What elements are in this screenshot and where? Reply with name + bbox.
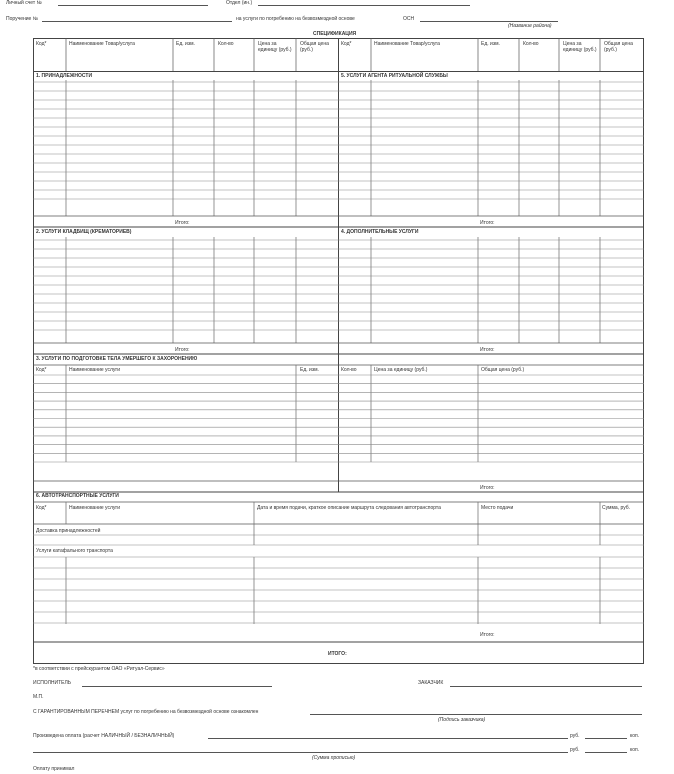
osn-label: ОСН [403, 16, 415, 22]
kop-label-1: коп. [630, 733, 640, 739]
executor-label: ИСПОЛНИТЕЛЬ [33, 680, 72, 686]
s6-col-code: Код* [36, 505, 47, 511]
subtotal-2: Итого: [175, 347, 190, 353]
payment-label: Произведена оплата (расчет НАЛИЧНЫЙ / БЕЗНАЛИЧНЫЙ) [33, 733, 175, 739]
col-total-left: Общая цена (руб.) [300, 41, 329, 53]
section-6-title: 6. АВТОТРАНСПОРТНЫЕ УСЛУГИ [36, 493, 119, 499]
s6-row-delivery: Доставка принадлежностей [36, 528, 101, 534]
subtotal-3: Итого: [480, 485, 495, 491]
guarantee-text: С ГАРАНТИРОВАННЫМ ПЕРЕЧНЕМ услуг по погребению на безвозмездной основе ознакомлен [33, 709, 259, 715]
section-3-title: 3. УСЛУГИ ПО ПОДГОТОВКЕ ТЕЛА УМЕРШЕГО К ЗАХОРОНЕНИЮ [36, 356, 198, 362]
spec-title: СПЕЦИФИКАЦИЯ [313, 31, 357, 37]
assignment-label: Поручение № [6, 16, 39, 22]
sum-caption: (Сумма прописью) [312, 755, 356, 761]
s3-col-code: Код* [36, 367, 47, 373]
assignment-description: на услуги по погребению на безвозмездной основе [236, 16, 355, 22]
footnote: *в соответствии с прейскурантом ОАО «Ритуал-Сервис» [33, 666, 165, 672]
s3-col-unit: Ед. изм. [300, 367, 319, 373]
rub-label-1: руб. [570, 733, 580, 739]
section-4-title: 4. ДОПОЛНИТЕЛЬНЫЕ УСЛУГИ [341, 229, 419, 235]
s6-col-place: Место подачи [481, 505, 514, 511]
payment-words-line[interactable] [33, 752, 568, 753]
kop-label-2: коп. [630, 747, 640, 753]
col-code-right: Код* [341, 41, 352, 47]
subtotal-6: Итого: [480, 632, 495, 638]
subtotal-1: Итого: [175, 220, 190, 226]
section-5-title: 5. УСЛУГИ АГЕНТА РИТУАЛЬНОЙ СЛУЖБЫ [341, 73, 448, 79]
region-caption: (Название района) [508, 23, 552, 29]
account-label: Личный счет № [6, 0, 42, 6]
s3-col-qty: Кол-во [341, 367, 357, 373]
s6-col-name: Наименование услуги [69, 505, 121, 511]
payment-amount-line[interactable] [208, 738, 568, 739]
col-unit-right: Ед. изм. [481, 41, 500, 47]
grand-total: ИТОГО: [328, 651, 347, 657]
subtotal-4: Итого: [480, 347, 495, 353]
col-price-right: Цена за единицу (руб.) [563, 41, 597, 53]
col-total-right: Общая цена (руб.) [604, 41, 633, 53]
s6-row-hearse: Услуги катафального транспорта [36, 548, 113, 554]
s3-col-name: Наименование услуги [69, 367, 121, 373]
section-1-title: 1. ПРИНАДЛЕЖНОСТИ [36, 73, 93, 79]
guarantee-signature-line[interactable] [310, 714, 642, 715]
col-price-left: Цена за единицу (руб.) [258, 41, 292, 53]
kop-line-2[interactable] [585, 752, 627, 753]
customer-signature-line[interactable] [450, 686, 642, 687]
s3-col-total: Общая цена (руб.) [481, 367, 525, 373]
paid-by-label: Оплату принимал [33, 766, 75, 772]
col-code-left: Код* [36, 41, 47, 47]
col-qty-left: Кол-во [218, 41, 234, 47]
s6-col-sum: Сумма, руб. [602, 505, 631, 511]
col-unit-left: Ед. изм. [176, 41, 195, 47]
stamp-label: М.П. [33, 694, 44, 700]
rub-label-2: руб. [570, 747, 580, 753]
s3-col-price: Цена за единицу (руб.) [374, 367, 428, 373]
col-qty-right: Кол-во [523, 41, 539, 47]
department-label: Отдел (ин.) [226, 0, 253, 6]
col-name-right: Наименование Товар/услуга [374, 41, 440, 47]
customer-label: ЗАКАЗЧИК [418, 680, 444, 686]
subtotal-5: Итого: [480, 220, 495, 226]
col-name-left: Наименование Товар/услуга [69, 41, 135, 47]
sign-caption: (Подпись заказчика) [438, 717, 486, 723]
s6-col-datetime: Дата и время подачи, краткое описание маршрута следования автотранспорта [257, 505, 441, 511]
section-2-title: 2. УСЛУГИ КЛАДБИЩ (КРЕМАТОРИЕВ) [36, 229, 132, 235]
kop-line-1[interactable] [585, 738, 627, 739]
executor-signature-line[interactable] [82, 686, 272, 687]
